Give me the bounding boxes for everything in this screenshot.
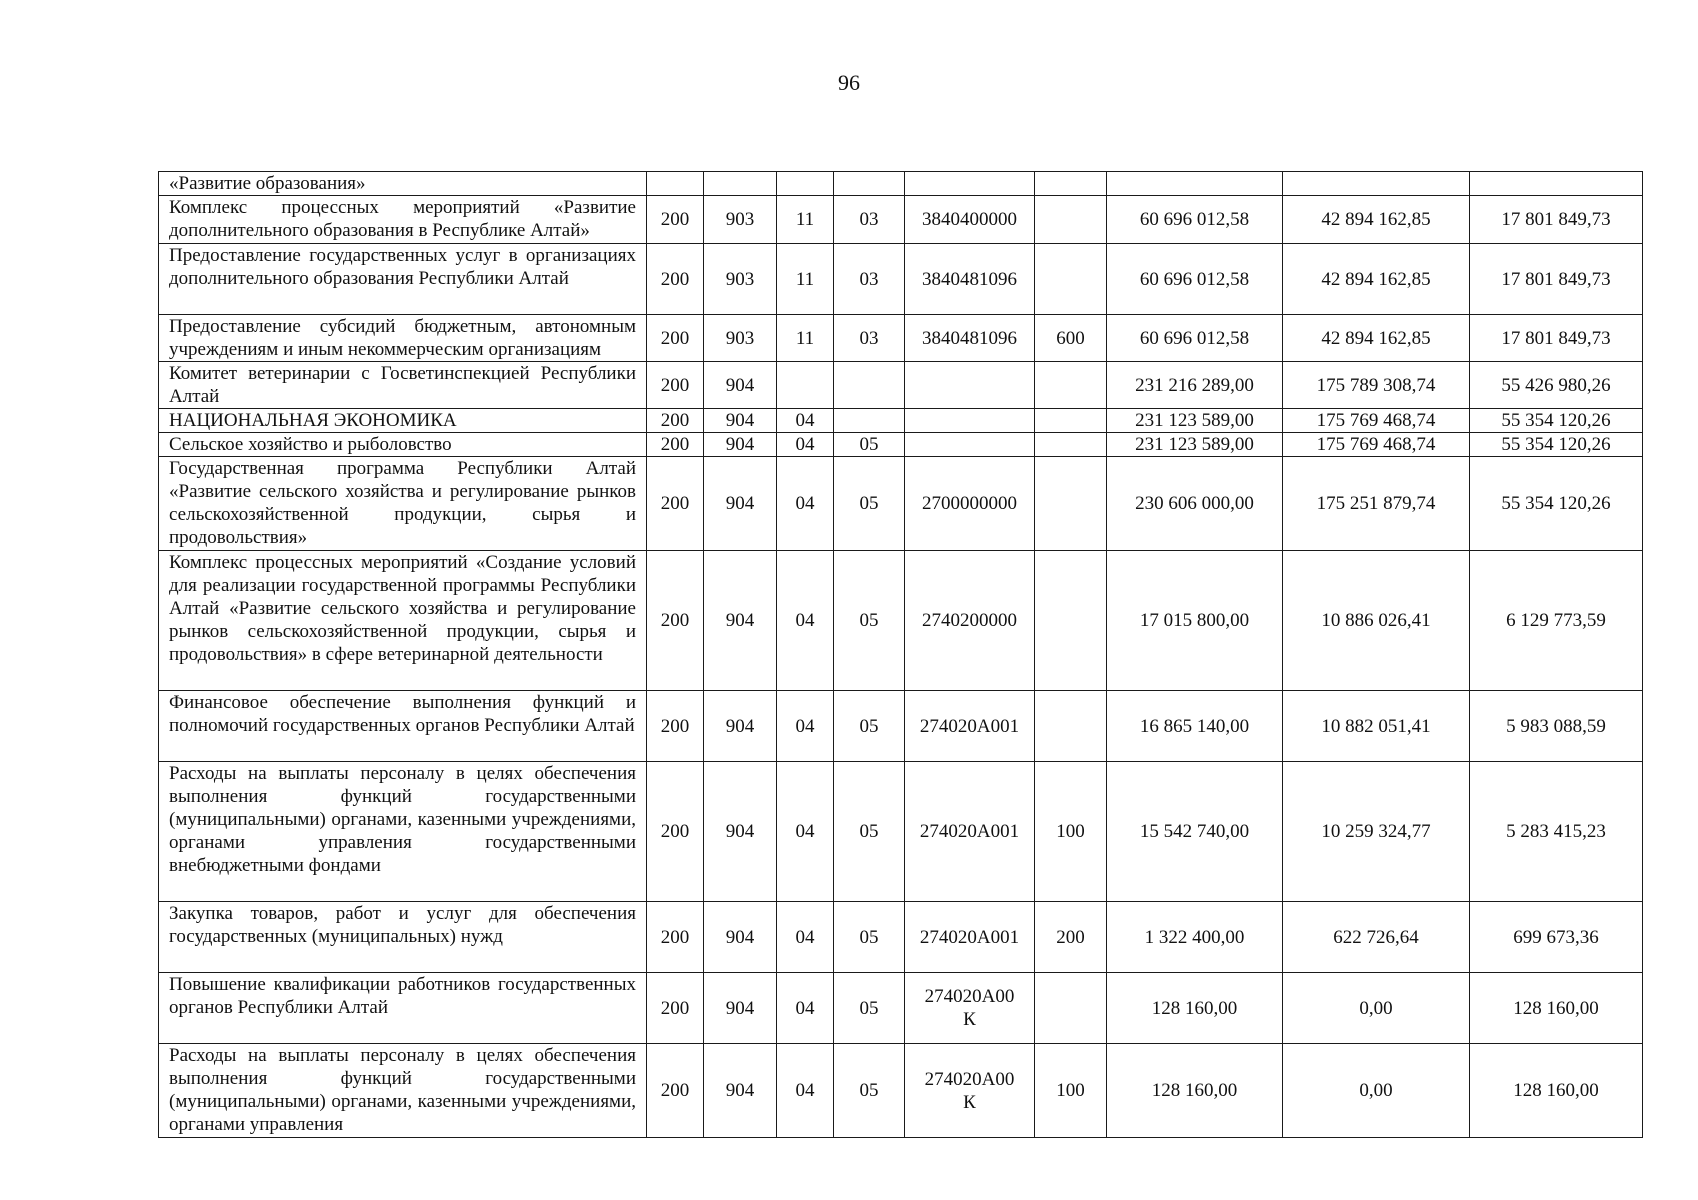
- value-3-cell: 55 426 980,26: [1470, 362, 1643, 409]
- value-1-cell: 60 696 012,58: [1107, 315, 1283, 362]
- row-name-cell: Комплекс процессных мероприятий «Создание условий для реализации государственной программы Республики Алтай «Развитие сельского хозяйства и регулирование рынков сельскохозяйственной продукции, сырья и продовольствия» в сфере ветеринарной деятельности: [159, 551, 647, 691]
- code-e-cell: 274020A001: [905, 762, 1035, 902]
- code-f-cell: [1035, 691, 1107, 762]
- code-a-cell: [647, 172, 704, 196]
- value-2-cell: 10 886 026,41: [1283, 551, 1470, 691]
- value-3-cell: 17 801 849,73: [1470, 244, 1643, 315]
- value-2-cell: 42 894 162,85: [1283, 196, 1470, 244]
- value-1-cell: 15 542 740,00: [1107, 762, 1283, 902]
- value-2-cell: 10 882 051,41: [1283, 691, 1470, 762]
- code-c-cell: 11: [777, 244, 834, 315]
- value-1-cell: 230 606 000,00: [1107, 457, 1283, 551]
- code-d-cell: 03: [834, 196, 905, 244]
- value-1-cell: 231 216 289,00: [1107, 362, 1283, 409]
- code-c-cell: [777, 172, 834, 196]
- code-f-cell: [1035, 172, 1107, 196]
- value-1-cell: 1 322 400,00: [1107, 902, 1283, 973]
- table-row: [159, 433, 1643, 457]
- value-2-cell: 622 726,64: [1283, 902, 1470, 973]
- row-name-cell: Комплекс процессных мероприятий «Развитие дополнительного образования в Республике Алтай»: [159, 196, 647, 244]
- code-a-cell: 200: [647, 551, 704, 691]
- code-d-cell: 05: [834, 1044, 905, 1138]
- row-name-cell: Расходы на выплаты персоналу в целях обеспечения выполнения функций государственными (муниципальными) органами, казенными учреждениями, органами управления государственными внебюджетными фондами: [159, 762, 647, 902]
- value-2-cell: 42 894 162,85: [1283, 244, 1470, 315]
- code-b-cell: 904: [704, 551, 777, 691]
- value-3-cell: 55 354 120,26: [1470, 457, 1643, 551]
- row-name-cell: Предоставление государственных услуг в организациях дополнительного образования Республики Алтай: [159, 244, 647, 315]
- code-e-cell: 274020A001: [905, 902, 1035, 973]
- value-2-cell: 175 789 308,74: [1283, 362, 1470, 409]
- code-d-cell: [834, 362, 905, 409]
- value-3-cell: 6 129 773,59: [1470, 551, 1643, 691]
- value-3-cell: 55 354 120,26: [1470, 433, 1643, 457]
- code-e-cell: 3840400000: [905, 196, 1035, 244]
- row-name-cell: Сельское хозяйство и рыболовство: [159, 433, 647, 457]
- value-2-cell: 175 769 468,74: [1283, 433, 1470, 457]
- code-b-cell: [704, 172, 777, 196]
- code-c-cell: 04: [777, 902, 834, 973]
- code-b-cell: 903: [704, 244, 777, 315]
- row-name-cell: Закупка товаров, работ и услуг для обеспечения государственных (муниципальных) нужд: [159, 902, 647, 973]
- code-d-cell: 03: [834, 244, 905, 315]
- table-row: [159, 973, 1643, 1044]
- code-e-cell: 3840481096: [905, 315, 1035, 362]
- value-3-cell: 128 160,00: [1470, 973, 1643, 1044]
- code-d-cell: 03: [834, 315, 905, 362]
- value-1-cell: 17 015 800,00: [1107, 551, 1283, 691]
- code-e-cell: [905, 172, 1035, 196]
- value-2-cell: 10 259 324,77: [1283, 762, 1470, 902]
- code-a-cell: 200: [647, 409, 704, 433]
- code-a-cell: 200: [647, 691, 704, 762]
- code-f-cell: [1035, 457, 1107, 551]
- table-row: [159, 551, 1643, 691]
- code-b-cell: 904: [704, 457, 777, 551]
- code-e-cell: 2700000000: [905, 457, 1035, 551]
- code-a-cell: 200: [647, 315, 704, 362]
- code-c-cell: 11: [777, 196, 834, 244]
- value-1-cell: [1107, 172, 1283, 196]
- code-d-cell: 05: [834, 691, 905, 762]
- row-name-cell: Государственная программа Республики Алтай «Развитие сельского хозяйства и регулирование рынков сельскохозяйственной продукции, сырья и продовольствия»: [159, 457, 647, 551]
- code-f-cell: 100: [1035, 1044, 1107, 1138]
- value-3-cell: 128 160,00: [1470, 1044, 1643, 1138]
- row-name-cell: Расходы на выплаты персоналу в целях обеспечения выполнения функций государственными (муниципальными) органами, казенными учреждениями, органами управления: [159, 1044, 647, 1138]
- table-row: [159, 762, 1643, 902]
- code-f-cell: 100: [1035, 762, 1107, 902]
- code-b-cell: 903: [704, 315, 777, 362]
- code-f-cell: [1035, 362, 1107, 409]
- code-c-cell: 04: [777, 691, 834, 762]
- code-d-cell: 05: [834, 551, 905, 691]
- code-b-cell: 904: [704, 362, 777, 409]
- code-c-cell: [777, 362, 834, 409]
- value-2-cell: [1283, 172, 1470, 196]
- code-e-cell: [905, 409, 1035, 433]
- value-2-cell: 175 251 879,74: [1283, 457, 1470, 551]
- code-e-cell: 274020A00 К: [905, 1044, 1035, 1138]
- code-f-cell: [1035, 973, 1107, 1044]
- budget-table: [158, 171, 1643, 1138]
- code-a-cell: 200: [647, 433, 704, 457]
- table-row: [159, 244, 1643, 315]
- value-3-cell: 5 983 088,59: [1470, 691, 1643, 762]
- code-c-cell: 04: [777, 551, 834, 691]
- value-2-cell: 42 894 162,85: [1283, 315, 1470, 362]
- code-e-cell: 274020A001: [905, 691, 1035, 762]
- row-name-cell: «Развитие образования»: [159, 172, 647, 196]
- code-f-cell: 200: [1035, 902, 1107, 973]
- code-e-cell: [905, 362, 1035, 409]
- code-a-cell: 200: [647, 457, 704, 551]
- table-row: [159, 457, 1643, 551]
- code-d-cell: 05: [834, 973, 905, 1044]
- table-row: [159, 362, 1643, 409]
- value-1-cell: 16 865 140,00: [1107, 691, 1283, 762]
- code-f-cell: [1035, 196, 1107, 244]
- code-a-cell: 200: [647, 762, 704, 902]
- value-1-cell: 231 123 589,00: [1107, 409, 1283, 433]
- code-c-cell: 04: [777, 433, 834, 457]
- table-row: [159, 902, 1643, 973]
- table-row: [159, 172, 1643, 196]
- table-row: [159, 315, 1643, 362]
- code-e-cell: 3840481096: [905, 244, 1035, 315]
- table-row: [159, 196, 1643, 244]
- value-1-cell: 60 696 012,58: [1107, 244, 1283, 315]
- code-a-cell: 200: [647, 244, 704, 315]
- code-e-cell: 2740200000: [905, 551, 1035, 691]
- code-a-cell: 200: [647, 973, 704, 1044]
- code-e-cell: [905, 433, 1035, 457]
- code-c-cell: 04: [777, 762, 834, 902]
- row-name-cell: Комитет ветеринарии с Госветинспекцией Республики Алтай: [159, 362, 647, 409]
- code-a-cell: 200: [647, 902, 704, 973]
- code-b-cell: 904: [704, 433, 777, 457]
- value-2-cell: 0,00: [1283, 973, 1470, 1044]
- code-d-cell: 05: [834, 762, 905, 902]
- value-2-cell: 175 769 468,74: [1283, 409, 1470, 433]
- value-1-cell: 231 123 589,00: [1107, 433, 1283, 457]
- code-b-cell: 904: [704, 691, 777, 762]
- code-d-cell: 05: [834, 433, 905, 457]
- value-3-cell: 55 354 120,26: [1470, 409, 1643, 433]
- page-number: 96: [838, 70, 860, 95]
- value-1-cell: 60 696 012,58: [1107, 196, 1283, 244]
- value-3-cell: 5 283 415,23: [1470, 762, 1643, 902]
- code-b-cell: 904: [704, 762, 777, 902]
- code-c-cell: 04: [777, 409, 834, 433]
- code-d-cell: [834, 409, 905, 433]
- code-b-cell: 904: [704, 902, 777, 973]
- code-c-cell: 04: [777, 1044, 834, 1138]
- row-name-cell: Предоставление субсидий бюджетным, автономным учреждениям и иным некоммерческим организациям: [159, 315, 647, 362]
- code-c-cell: 04: [777, 457, 834, 551]
- table-row: [159, 1044, 1643, 1138]
- code-b-cell: 904: [704, 409, 777, 433]
- code-f-cell: 600: [1035, 315, 1107, 362]
- value-2-cell: 0,00: [1283, 1044, 1470, 1138]
- code-f-cell: [1035, 551, 1107, 691]
- code-f-cell: [1035, 433, 1107, 457]
- value-3-cell: 17 801 849,73: [1470, 315, 1643, 362]
- row-name-cell: НАЦИОНАЛЬНАЯ ЭКОНОМИКА: [159, 409, 647, 433]
- code-a-cell: 200: [647, 1044, 704, 1138]
- value-3-cell: 699 673,36: [1470, 902, 1643, 973]
- value-1-cell: 128 160,00: [1107, 973, 1283, 1044]
- code-f-cell: [1035, 409, 1107, 433]
- value-3-cell: 17 801 849,73: [1470, 196, 1643, 244]
- code-b-cell: 904: [704, 973, 777, 1044]
- code-b-cell: 903: [704, 196, 777, 244]
- code-c-cell: 11: [777, 315, 834, 362]
- code-c-cell: 04: [777, 973, 834, 1044]
- code-d-cell: [834, 172, 905, 196]
- code-f-cell: [1035, 244, 1107, 315]
- code-e-cell: 274020A00 К: [905, 973, 1035, 1044]
- value-3-cell: [1470, 172, 1643, 196]
- code-a-cell: 200: [647, 196, 704, 244]
- code-b-cell: 904: [704, 1044, 777, 1138]
- table-row: [159, 409, 1643, 433]
- code-d-cell: 05: [834, 457, 905, 551]
- row-name-cell: Финансовое обеспечение выполнения функций и полномочий государственных органов Республики Алтай: [159, 691, 647, 762]
- table-row: [159, 691, 1643, 762]
- row-name-cell: Повышение квалификации работников государственных органов Республики Алтай: [159, 973, 647, 1044]
- value-1-cell: 128 160,00: [1107, 1044, 1283, 1138]
- code-a-cell: 200: [647, 362, 704, 409]
- code-d-cell: 05: [834, 902, 905, 973]
